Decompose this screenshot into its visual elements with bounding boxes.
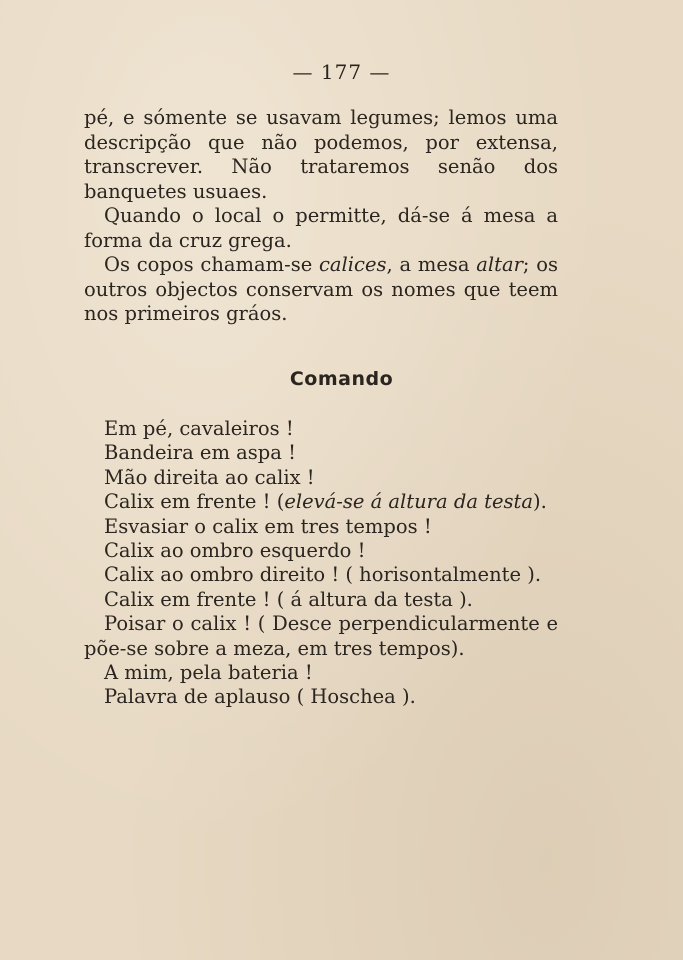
command-line: Em pé, cavaleiros ! xyxy=(104,417,294,440)
command-line-with-note xyxy=(84,490,558,514)
command-line: Poisar o calix ! ( Desce perpendicularmente e põe-se sobre a meza, em tres tempos). xyxy=(84,612,558,660)
paragraph-3-text-a: Os copos chamam-se xyxy=(104,253,319,276)
paragraph-2: Quando o local o permitte, dá-se á mesa a forma da cruz grega. xyxy=(84,204,558,252)
paragraph-3 xyxy=(84,253,558,327)
section-heading: Comando xyxy=(289,368,394,390)
command-line: Calix em frente ! ( á altura da testa ). xyxy=(104,587,473,611)
command-line: Calix ao ombro esquerdo ! xyxy=(104,539,366,563)
command-line: Bandeira em aspa ! xyxy=(104,441,296,465)
command-list xyxy=(84,417,558,710)
command-line: Esvasiar o calix em tres tempos ! xyxy=(104,514,432,538)
paragraph-3-text-c: , a mesa xyxy=(386,253,477,276)
command-line: Palavra de aplauso ( Hoschea ). xyxy=(104,685,416,709)
term-calices: calices xyxy=(319,253,387,276)
command-line: Calix ao ombro direito ! ( horisontalmente ). xyxy=(104,563,542,587)
command-note: elevá-se á altura da testa xyxy=(284,490,533,514)
command-line: A mim, pela bateria ! xyxy=(104,661,313,685)
paragraph-1: pé, e sómente se usavam legumes; lemos uma descripção que não podemos, por extensa, transcrever. Não trataremos senão dos banquetes usuaes. xyxy=(84,106,558,203)
command-text: Calix em frente ! ( xyxy=(104,490,285,514)
body-text xyxy=(84,106,558,327)
command-line: Mão direita ao calix ! xyxy=(104,465,315,489)
term-altar: altar xyxy=(476,253,523,276)
command-text-end: ). xyxy=(533,490,547,514)
page-number: — 177 — xyxy=(292,60,391,84)
paragraph-3-text-e: ; os outros objectos conservam os nomes que teem nos primeiros gráos. xyxy=(84,253,558,325)
